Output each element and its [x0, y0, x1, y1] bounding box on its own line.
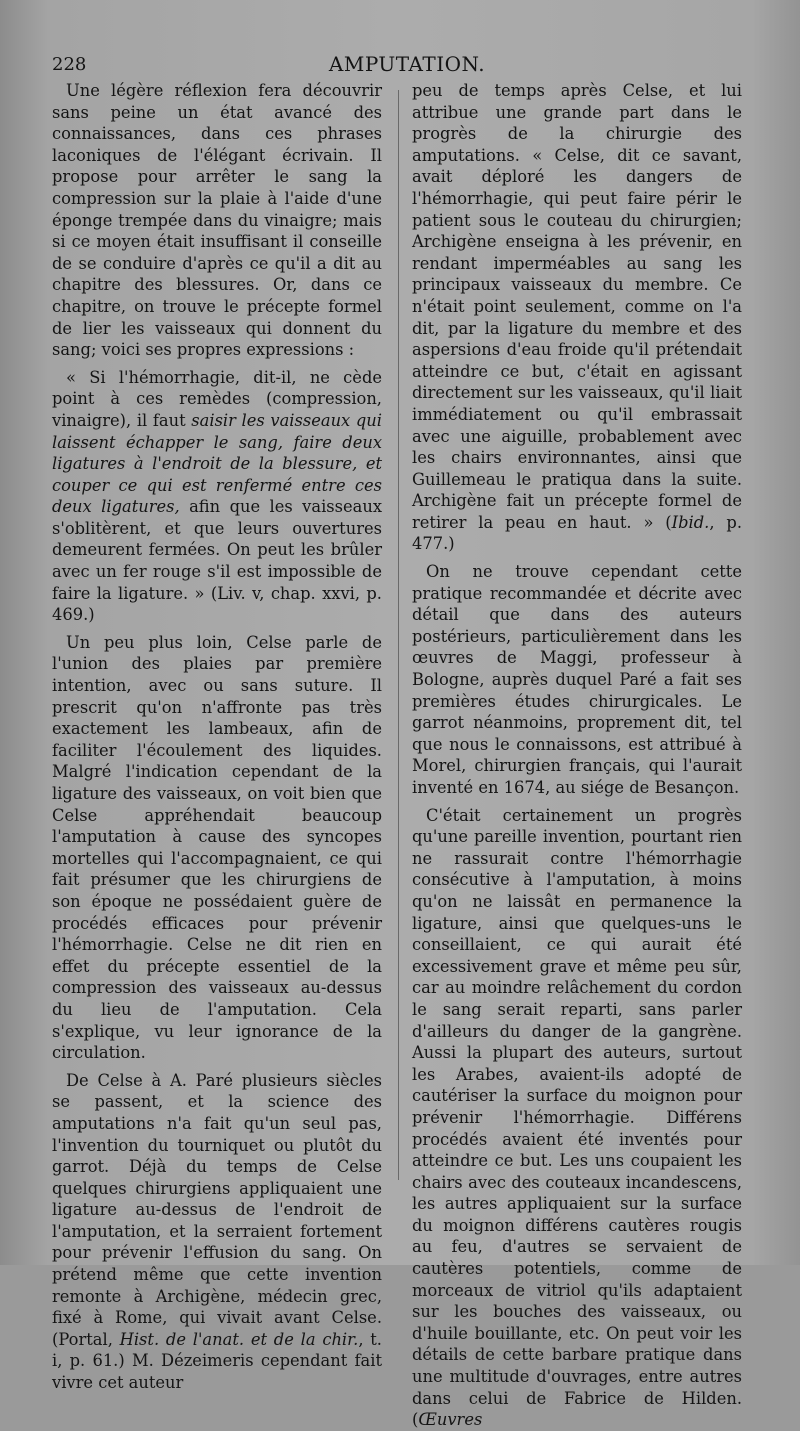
- paragraph: [412, 805, 742, 1431]
- running-title: AMPUTATION.: [328, 52, 486, 76]
- column-divider: [398, 90, 399, 1180]
- paragraph: Un peu plus loin, Celse parle de l'union des plaies par première intention, avec ou sans suture. Il prescrit qu'on n'affronte pas très exactement les lambeaux, afin de faciliter l'écoulement des liquides. Malgré l'indication cependant de la ligature des vaisseaux, on voit bien que Celse appréhendait beaucoup l'amputation à cause des syncopes mortelles qui l'accompagnaient, ce qui fait présumer que les chirurgiens de son époque ne possédaient guère de procédés efficaces pour prévenir l'hémorrhagie. Celse ne dit rien en effet du précepte essentiel de la compression des vaisseaux au-dessus du lieu de l'amputation. Cela s'explique, vu leur ignorance de la circulation.: [52, 632, 382, 1063]
- page-number: 228: [52, 54, 87, 75]
- text: afin que les vaisseaux s'oblitèrent, et que leurs ouvertures demeurent fermées. On peut les brûler avec un fer rouge s'il est impossible de faire la ligature. » (Liv. v, chap. xxvi, p. 469.): [52, 497, 382, 625]
- paragraph: Une légère réflexion fera découvrir sans peine un état avancé des connaissances, dans ces phrases laconiques de l'élégant écrivain. Il propose pour arrêter le sang la compression sur la plaie à l'aide d'une éponge trempée dans du vinaigre; mais si ce moyen était insuffisant il conseille de se conduire d'après ce qu'il a dit au chapitre des blessures. Or, dans ce chapitre, on trouve le précepte formel de lier les vaisseaux qui donnent du sang; voici ses propres expressions :: [52, 81, 382, 360]
- paragraph-continued: [412, 80, 742, 555]
- text: C'était certainement un progrès qu'une pareille invention, pourtant rien ne rassurait contre l'hémorrhagie consécutive à l'amputation, à moins qu'on ne laissât en permanence la ligature, ainsi que quelques-uns le conseillaient, ce qui aurait été excessivement grave et même peu sûr, car au moindre relâchement du cordon le sang serait reparti, sans parler d'ailleurs du danger de la gangrène. Aussi la plupart des auteurs, surtout les Arabes, avaient-ils adopté de cautériser la surface du moignon pour prévenir l'hémorrhagie. Différens procédés avaient été inventés pour atteindre ce but. Les uns coupaient les chairs avec des couteaux incandescens, les autres appliquaient sur la surface du moignon différens cautères rougis au feu, d'autres se servaient de cautères potentiels, comme de morceaux de vitriol qu'ils adaptaient sur les bouches des vaisseaux, ou d'huile bouillante, etc. On peut voir les détails de cette barbare pratique dans une multitude d'ouvrages, entre autres dans celui de Fabrice de Hilden. (: [412, 805, 742, 1430]
- text: , t. i, p. 61.) M. Dézeimeris cependant fait vivre cet auteur: [52, 1329, 382, 1393]
- paragraph: On ne trouve cependant cette pratique recommandée et décrite avec détail que dans des auteurs postérieurs, particulièrement dans les œuvres de Maggi, professeur à Bologne, auprès duquel Paré a fait ses premières études chirurgicales. Le garrot néanmoins, proprement dit, tel que nous le connaissons, est attribué à Morel, chirurgien français, qui l'aurait inventé en 1674, au siége de Besançon.: [412, 562, 742, 797]
- paragraph-quote: [52, 367, 382, 626]
- left-column: [52, 80, 382, 1394]
- paragraph: [52, 1070, 382, 1394]
- right-column: [412, 80, 742, 1431]
- text: , p. 477.): [412, 512, 742, 554]
- text: peu de temps après Celse, et lui attribue une grande part dans le progrès de la chirurgie des amputations. « Celse, dit ce savant, avait déploré les dangers de l'hémorrhagie, qui peut faire périr le patient sous le couteau du chirurgien; Archigène enseigna à les prévenir, en rendant imperméables au sang les principaux vaisseaux du membre. Ce n'était point seulement, comme on l'a dit, par la ligature du membre et des aspersions d'eau froide qu'il prétendait atteindre ce but, c'était en agissant directement sur les vaisseaux, qu'il liait immédiatement ou qu'il embrassait avec une aiguille, probablement avec les chairs environnantes, ainsi que Guillemeau le pratiqua dans la suite. Archigène fait un précepte formel de retirer la peau en haut. » (: [412, 81, 742, 532]
- emphasis: Œuvres: [418, 1410, 483, 1430]
- text: De Celse à A. Paré plusieurs siècles se passent, et la science des amputations n'a fait qu'un seul pas, l'invention du tourniquet ou plutôt du garrot. Déjà du temps de Celse quelques chirurgiens appliquaient une ligature au-dessus de l'endroit de l'amputation, et la serraient fortement pour prévenir l'effusion du sang. On prétend même que cette invention remonte à Archigène, médecin grec, fixé à Rome, qui vivait avant Celse. (Portal,: [52, 1070, 382, 1349]
- emphasis: saisir les vaisseaux qui laissent échapper le sang, faire deux ligatures à l'endroit de la blessure, et couper ce qui est renfermé entre ces deux ligatures,: [52, 410, 382, 517]
- emphasis: Hist. de l'anat. et de la chir.: [119, 1329, 359, 1349]
- text: « Si l'hémorrhagie, dit-il, ne cède point à ces remèdes (compression, vinaigre), il faut: [52, 367, 382, 430]
- page-header: [52, 50, 762, 80]
- emphasis: Ibid.: [671, 512, 710, 532]
